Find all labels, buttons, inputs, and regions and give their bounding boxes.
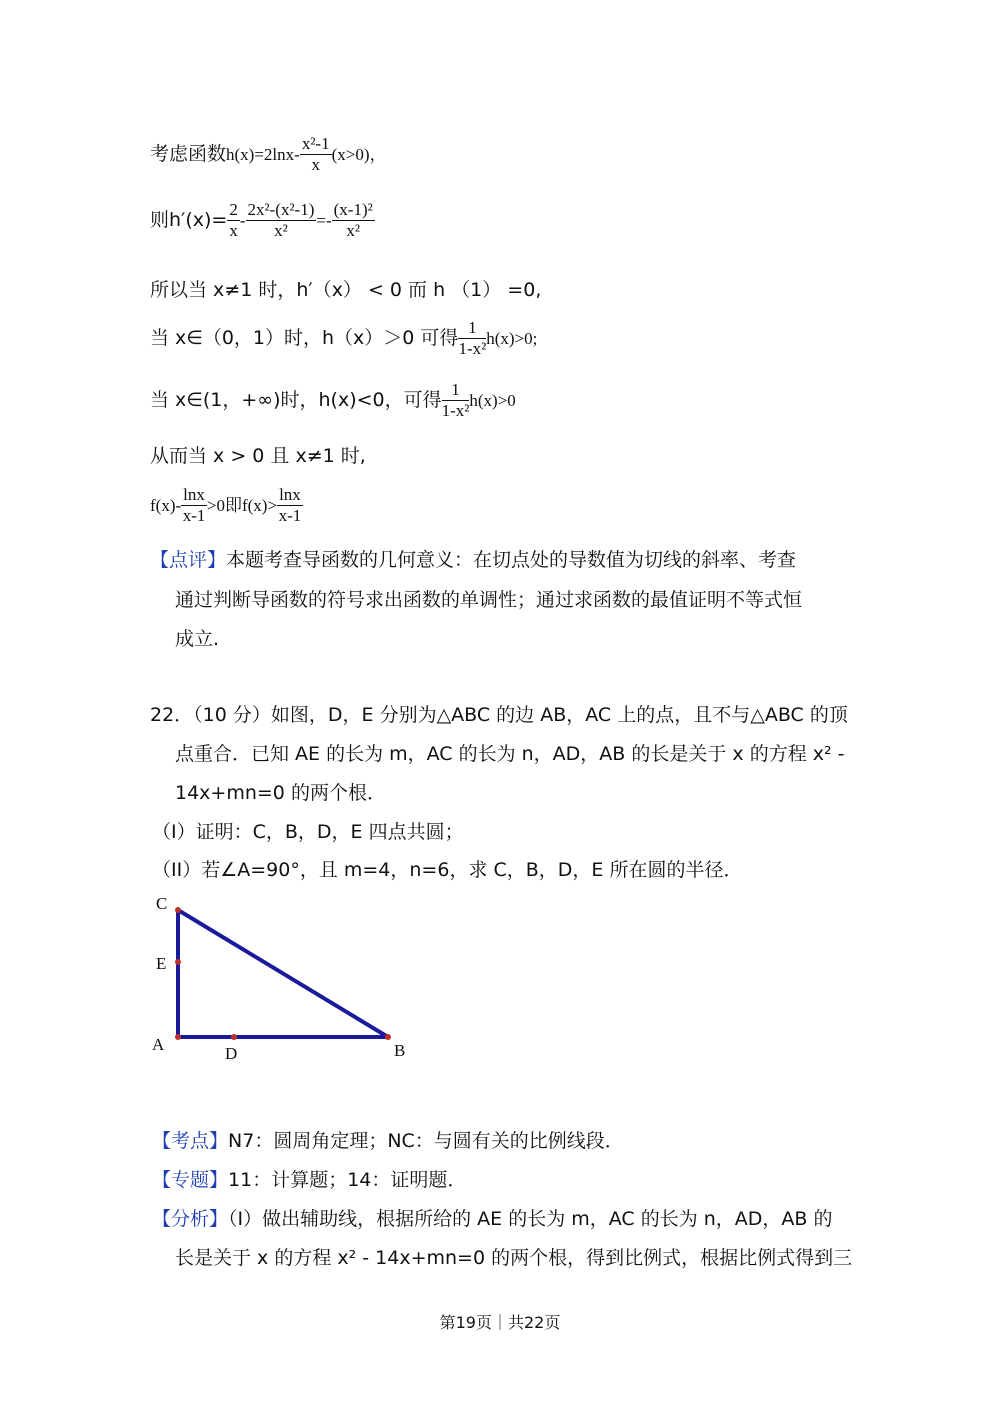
problem-line1: 22．（10 分）如图，D，E 分别为△ABC 的边 AB，AC 上的点，且不与△ABC 的顶 (150, 704, 848, 726)
derivative-frac2: $\frac{\text{2x²-(x²-1)}}{\text{x²}}$ (247, 200, 315, 240)
derivative-frac3: $\frac{\text{(x-1)²}}{\text{x²}}$ (333, 200, 373, 240)
problem-part2: （II）若∠A=90°，且 m=4，n=6，求 C，B，D，E 所在圆的半径． (152, 859, 743, 881)
when1-line: 当 x∈（0，1）时，h（x）＞0 可得 $\frac{1}{\text{1-x²}}$ h(x)>0; (150, 318, 538, 358)
so-line: 所以当 x≠1 时，h′（x） < 0 而 h （1） =0, (150, 279, 542, 301)
comment-line2: 通过判断导函数的符号求出函数的单调性；通过求函数的最值证明不等式恒 (175, 589, 803, 611)
when2-line: 当 x∈(1，+∞)时，h(x)<0，可得 $\frac{1}{\text{1-x²}}$ h(x)>0 (150, 380, 516, 420)
label-a: A (152, 1035, 165, 1054)
derivative-frac1: $\frac{2}{x}$ (229, 200, 238, 240)
label-c: C (156, 894, 168, 913)
when1-fraction: $\frac{1}{\text{1-x²}}$ (458, 318, 487, 358)
label-d: D (225, 1044, 238, 1063)
problem-part1: （I）证明：C，B，D，E 四点共圆； (152, 821, 464, 843)
derivative-prefix: 则h′(x)= (150, 209, 228, 231)
problem-line2: 点重合．已知 AE 的长为 m，AC 的长为 n，AD，AB 的长是关于 x 的方程 x² - (175, 743, 845, 765)
point-d (231, 1034, 237, 1040)
point-a (175, 1034, 181, 1040)
point-b (385, 1034, 391, 1040)
consider-fraction: $\frac{\text{x²-1}}{x}$ (301, 134, 330, 174)
consider-tail: (x>0)， (331, 145, 387, 164)
zhuanti-line: 【专题】11：计算题；14：证明题． (152, 1169, 467, 1191)
point-c (175, 907, 181, 913)
fenxi-tag: 【分析】 (152, 1208, 229, 1230)
kaodian-line: 【考点】N7：圆周角定理；NC：与圆有关的比例线段． (152, 1130, 624, 1152)
comment-line3: 成立. (175, 628, 220, 650)
label-e: E (156, 954, 167, 973)
fenxi-line1: 【分析】（I）做出辅助线，根据所给的 AE 的长为 m，AC 的长为 n，AD，AB 的 (152, 1208, 833, 1230)
triangle-figure (140, 885, 430, 1070)
point-e (175, 959, 181, 965)
label-b: B (394, 1041, 406, 1060)
when2-fraction: $\frac{1}{\text{1-x²}}$ (441, 380, 470, 420)
side-cb (178, 910, 388, 1037)
consider-prefix: 考虑函数 (150, 143, 227, 165)
final-frac1: $\frac{\ln x}{x-1}$ (182, 485, 206, 525)
problem-line3: 14x+mn=0 的两个根． (175, 782, 386, 804)
derivative-line: 则h′(x)= $\frac{2}{x}$ - $\frac{\text{2x²-(x²-1)}}{\text{x²}}$ =- $\frac{\text{(x-1)²}}{\text{x²}}$ (150, 200, 373, 240)
comment-line1: 【点评】本题考查导函数的几何意义：在切点处的导数值为切线的斜率、考查 (150, 549, 797, 571)
page-footer: 第19页｜共22页 (439, 1313, 561, 1332)
final-inequality: f(x)- $\frac{\ln x}{x-1}$ >0即f(x)> $\frac{\ln x}{x-1}$ (150, 485, 302, 525)
kaodian-tag: 【考点】 (152, 1130, 229, 1152)
fenxi-line2: 长是关于 x 的方程 x² - 14x+mn=0 的两个根，得到比例式，根据比例式得到三 (175, 1247, 853, 1269)
comment-tag: 【点评】 (150, 549, 227, 571)
zhuanti-tag: 【专题】 (152, 1169, 229, 1191)
consider-expr: h(x)=2lnx- (226, 145, 300, 164)
thus-line: 从而当 x > 0 且 x≠1 时, (150, 445, 366, 467)
consider-line (150, 134, 387, 175)
final-frac2: $\frac{\ln x}{x-1}$ (278, 485, 302, 525)
